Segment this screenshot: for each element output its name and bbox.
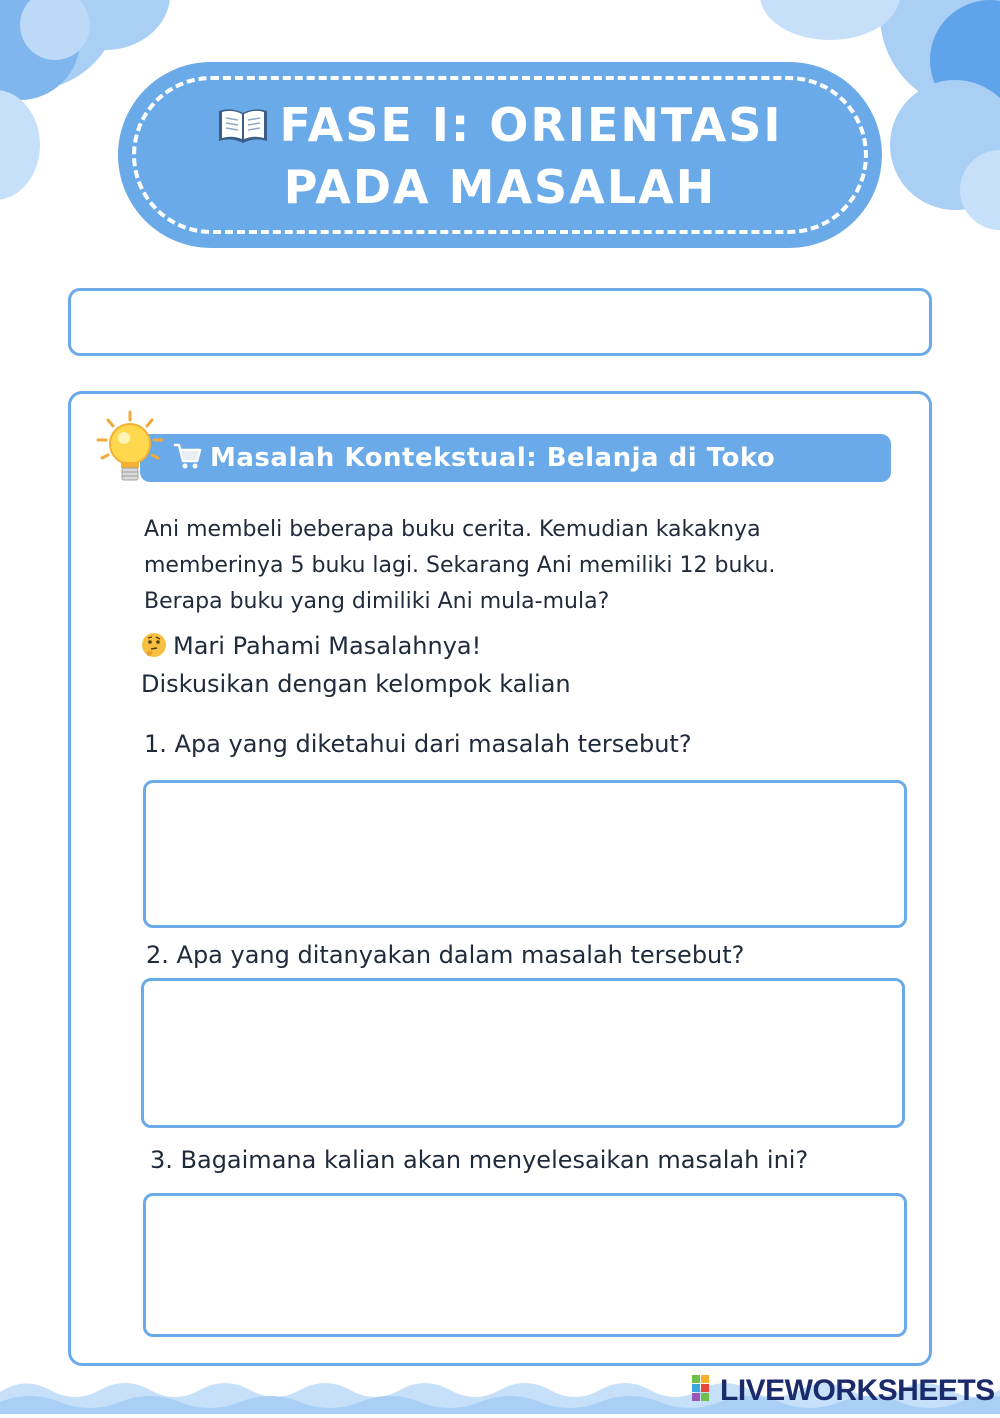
answer-box-1[interactable] (143, 780, 907, 928)
liveworksheets-logo-icon (692, 1375, 718, 1412)
question-3-label: 3. Bagaimana kalian akan menyelesaikan masalah ini? (150, 1146, 809, 1174)
answer-box-2[interactable] (141, 978, 905, 1128)
liveworksheets-logo (692, 1373, 995, 1412)
section-title: Masalah Kontekstual: Belanja di Toko (210, 443, 776, 473)
brand-text: LIVEWORKSHEETS (720, 1374, 995, 1407)
question-1-label: 1. Apa yang diketahui dari masalah tersebut? (144, 730, 692, 758)
problem-story (144, 512, 844, 620)
story-line: memberinya 5 buku lagi. Sekarang Ani memiliki 12 buku. (144, 553, 776, 578)
name-input-box[interactable] (68, 288, 932, 356)
story-line: Ani membeli beberapa buku cerita. Kemudian kakaknya (144, 517, 761, 542)
prompt-subtext: Diskusikan dengan kelompok kalian (141, 670, 571, 698)
prompt-heading (141, 628, 481, 668)
prompt-heading-text: Mari Pahami Masalahnya! (173, 632, 482, 660)
question-2-label: 2. Apa yang ditanyakan dalam masalah tersebut? (146, 941, 745, 969)
open-book-icon (217, 100, 269, 158)
page-title-text: FASE I: ORIENTASI PADA MASALAH (279, 98, 783, 214)
thinking-face-icon (141, 632, 167, 668)
page-title (140, 96, 860, 216)
story-line: Berapa buku yang dimiliki Ani mula-mula? (144, 589, 610, 614)
lightbulb-icon (96, 410, 168, 494)
answer-box-3[interactable] (143, 1193, 907, 1337)
shopping-cart-icon (172, 441, 202, 475)
